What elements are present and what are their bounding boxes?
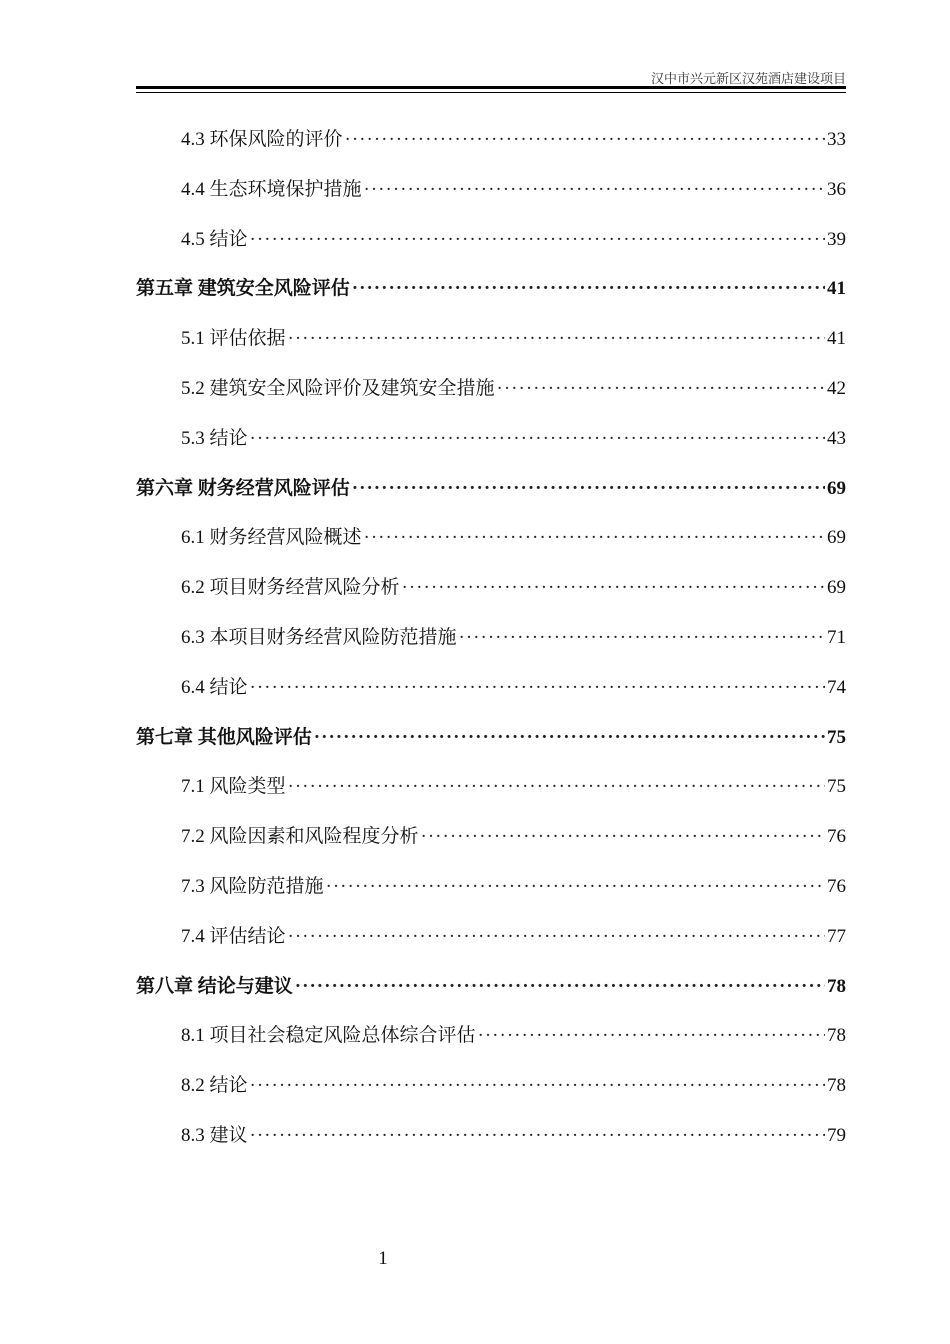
toc-section-entry[interactable] [181,1021,846,1051]
toc-dot-leader [478,1021,825,1051]
toc-entry-title: 第八章 结论与建议 [136,975,293,997]
toc-section-entry[interactable] [181,573,846,603]
toc-entry-page-number: 77 [827,925,846,947]
toc-chapter-entry[interactable] [136,723,846,753]
toc-entry-page-number: 33 [827,129,846,150]
toc-section-entry[interactable] [181,772,846,802]
toc-entry-title: 7.4 评估结论 [181,925,286,947]
toc-section-entry[interactable] [181,872,846,902]
toc-entry-title: 8.1 项目社会稳定风险总体综合评估 [181,1025,476,1047]
toc-section-entry[interactable] [181,673,846,703]
page-header-title: 汉中市兴元新区汉苑酒店建设项目 [650,71,846,86]
toc-entry-page-number: 79 [827,1125,846,1146]
toc-dot-leader [314,723,825,753]
toc-dot-leader [250,424,825,454]
toc-entry-title: 7.2 风险因素和风险程度分析 [181,826,419,848]
toc-dot-leader [288,324,825,354]
toc-chapter-entry[interactable] [136,474,846,504]
toc-dot-leader [364,523,825,553]
toc-entry-title: 8.3 建议 [181,1125,248,1146]
page-number: 1 [378,1248,388,1269]
toc-section-entry[interactable] [181,822,846,852]
toc-entry-page-number: 69 [827,527,846,549]
toc-section-entry[interactable] [181,1071,846,1101]
toc-section-entry[interactable] [181,1121,846,1151]
toc-dot-leader [326,872,825,902]
toc-entry-title: 7.1 风险类型 [181,776,286,798]
toc-section-entry[interactable] [181,523,846,553]
toc-entry-page-number: 41 [827,278,846,300]
toc-dot-leader [250,1121,825,1151]
toc-dot-leader [364,175,825,205]
header-rule [136,86,846,93]
toc-entry-title: 5.1 评估依据 [181,328,286,350]
toc-entry-title: 6.3 本项目财务经营风险防范措施 [181,627,457,648]
toc-dot-leader [250,1071,825,1101]
toc-entry-title: 第七章 其他风险评估 [136,726,312,748]
toc-entry-page-number: 43 [827,427,846,449]
toc-entry-page-number: 78 [827,1025,846,1047]
toc-dot-leader [459,623,825,653]
toc-dot-leader [352,274,825,304]
toc-entry-title: 7.3 风险防范措施 [181,876,324,897]
toc-dot-leader [345,125,825,155]
toc-entry-title: 8.2 结论 [181,1075,248,1097]
toc-entry-page-number: 42 [827,378,846,399]
toc-entry-title: 4.3 环保风险的评价 [181,129,343,150]
toc-entry-page-number: 78 [827,1075,846,1097]
toc-entry-page-number: 69 [827,477,846,499]
toc-entry-page-number: 39 [827,228,846,250]
toc-entry-title: 5.3 结论 [181,427,248,449]
toc-entry-page-number: 69 [827,577,846,599]
toc-section-entry[interactable] [181,623,846,653]
toc-entry-page-number: 41 [827,328,846,350]
toc-dot-leader [352,474,825,504]
toc-entry-title: 6.1 财务经营风险概述 [181,527,362,549]
toc-dot-leader [288,772,825,802]
toc-dot-leader [497,374,825,404]
toc-entry-title: 5.2 建筑安全风险评价及建筑安全措施 [181,378,495,399]
toc-dot-leader [250,673,825,703]
toc-entry-page-number: 74 [827,676,846,698]
toc-entry-page-number: 76 [827,876,846,897]
toc-entry-title: 6.4 结论 [181,676,248,698]
toc-dot-leader [250,225,825,255]
toc-entry-page-number: 36 [827,178,846,200]
toc-entry-page-number: 78 [827,975,846,997]
toc-entry-page-number: 75 [827,776,846,798]
toc-entry-title: 4.4 生态环境保护措施 [181,178,362,200]
toc-dot-leader [295,972,825,1002]
toc-section-entry[interactable] [181,125,846,155]
toc-section-entry[interactable] [181,175,846,205]
toc-dot-leader [288,922,825,952]
toc-entry-title: 4.5 结论 [181,228,248,250]
toc-chapter-entry[interactable] [136,972,846,1002]
toc-section-entry[interactable] [181,225,846,255]
toc-entry-title: 6.2 项目财务经营风险分析 [181,577,400,599]
toc-section-entry[interactable] [181,424,846,454]
toc-section-entry[interactable] [181,922,846,952]
toc-dot-leader [402,573,825,603]
toc-entry-page-number: 75 [827,726,846,748]
toc-entry-page-number: 76 [827,826,846,848]
toc-entry-page-number: 71 [827,627,846,648]
toc-section-entry[interactable] [181,374,846,404]
toc-dot-leader [421,822,825,852]
toc-chapter-entry[interactable] [136,274,846,304]
toc-section-entry[interactable] [181,324,846,354]
toc-entry-title: 第五章 建筑安全风险评估 [136,278,350,300]
toc-entry-title: 第六章 财务经营风险评估 [136,477,350,499]
